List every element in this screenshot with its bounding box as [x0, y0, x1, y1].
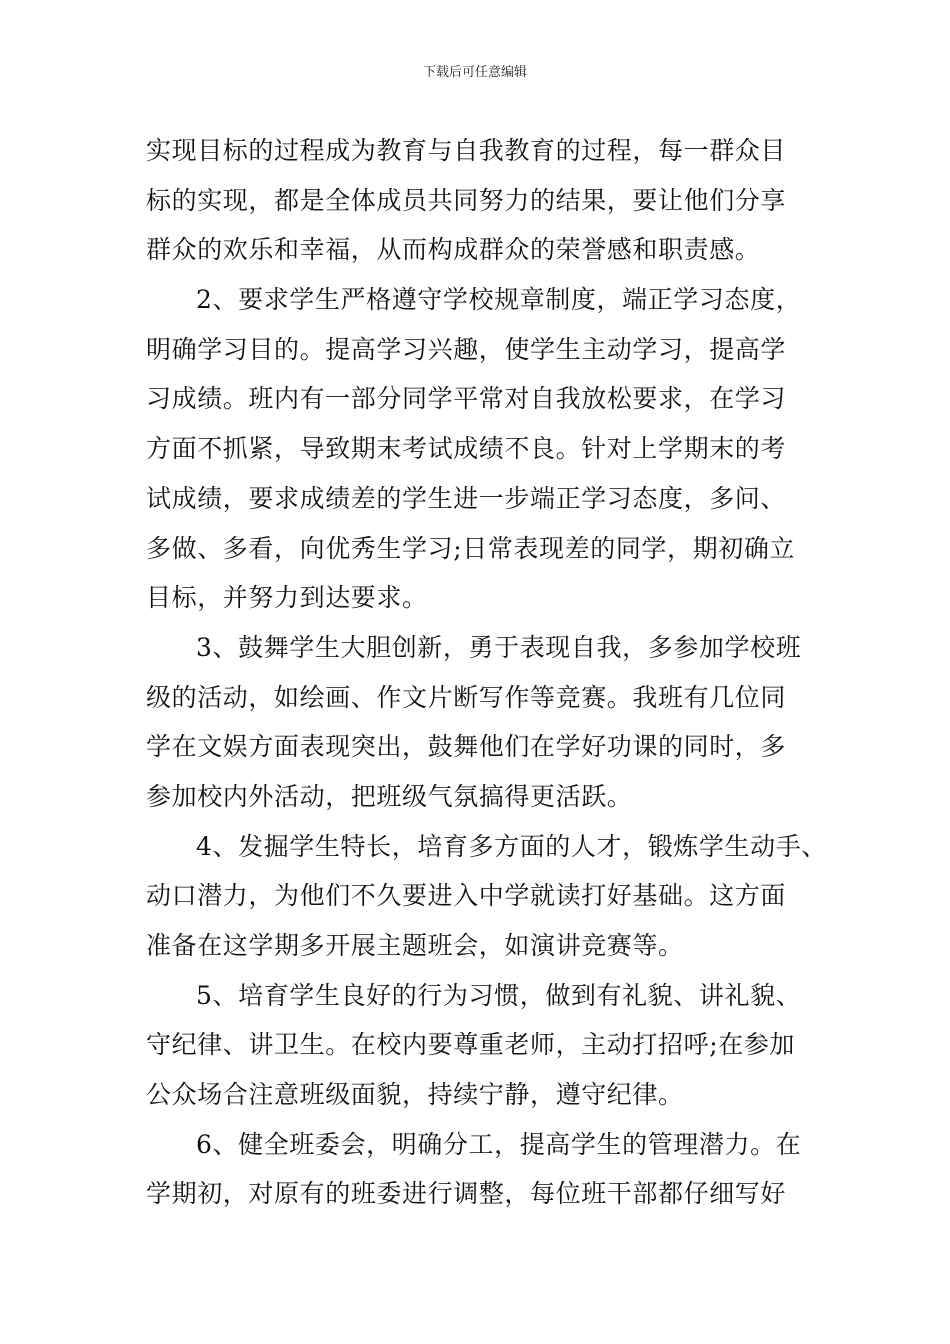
text-line: 4、发掘学生特长，培育多方面的人才，锻炼学生动手、: [196, 831, 827, 861]
text-line: 群众的欢乐和幸福，从而构成群众的荣誉感和职责感。: [146, 235, 761, 265]
document-body: [146, 126, 836, 1219]
page-header: 下载后可任意编辑: [422, 65, 527, 80]
paragraph-6: [146, 1120, 836, 1219]
text-line: 标的实现，都是全体成员共同努力的结果，要让他们分享: [146, 185, 787, 215]
paragraph-4: [146, 822, 836, 971]
text-line: 6、健全班委会，明确分工，提高学生的管理潜力。在: [196, 1129, 802, 1159]
text-line: 明确学习目的。提高学习兴趣，使学生主动学习，提高学: [146, 334, 787, 364]
text-line: 公众场合注意班级面貌，持续宁静，遵守纪律。: [146, 1080, 684, 1110]
text-line: 实现目标的过程成为教育与自我教育的过程，每一群众目: [146, 136, 787, 165]
text-line: 多做、多看，向优秀生学习;日常表现差的同学，期初确立: [146, 533, 796, 563]
text-line: 参加校内外活动，把班级气氛搞得更活跃。: [146, 781, 633, 811]
text-line: 级的活动，如绘画、作文片断写作等竞赛。我班有几位同: [146, 682, 787, 712]
paragraph-5: [146, 971, 836, 1120]
text-line: 学期初，对原有的班委进行调整，每位班干部都仔细写好: [146, 1179, 787, 1209]
paragraph-1: [146, 126, 836, 275]
text-line: 动口潜力，为他们不久要进入中学就读打好基础。这方面: [146, 881, 787, 911]
paragraph-2: [146, 275, 836, 623]
paragraph-3: [146, 623, 836, 822]
text-line: 目标，并努力到达要求。: [146, 583, 428, 613]
text-line: 学在文娱方面表现突出，鼓舞他们在学好功课的同时，多: [146, 732, 787, 762]
text-line: 方面不抓紧，导致期末考试成绩不良。针对上学期末的考: [146, 434, 787, 464]
text-line: 准备在这学期多开展主题班会，如演讲竞赛等。: [146, 931, 684, 960]
text-line: 5、培育学生良好的行为习惯，做到有礼貌、讲礼貌、: [196, 980, 802, 1010]
text-line: 3、鼓舞学生大胆创新，勇于表现自我，多参加学校班: [196, 632, 802, 662]
text-line: 2、要求学生严格遵守学校规章制度，端正学习态度，: [196, 285, 802, 315]
text-line: 守纪律、讲卫生。在校内要尊重老师，主动打招呼;在参加: [146, 1030, 796, 1060]
text-line: 习成绩。班内有一部分同学平常对自我放松要求，在学习: [146, 384, 787, 414]
text-line: 试成绩，要求成绩差的学生进一步端正学习态度，多问、: [146, 483, 787, 513]
